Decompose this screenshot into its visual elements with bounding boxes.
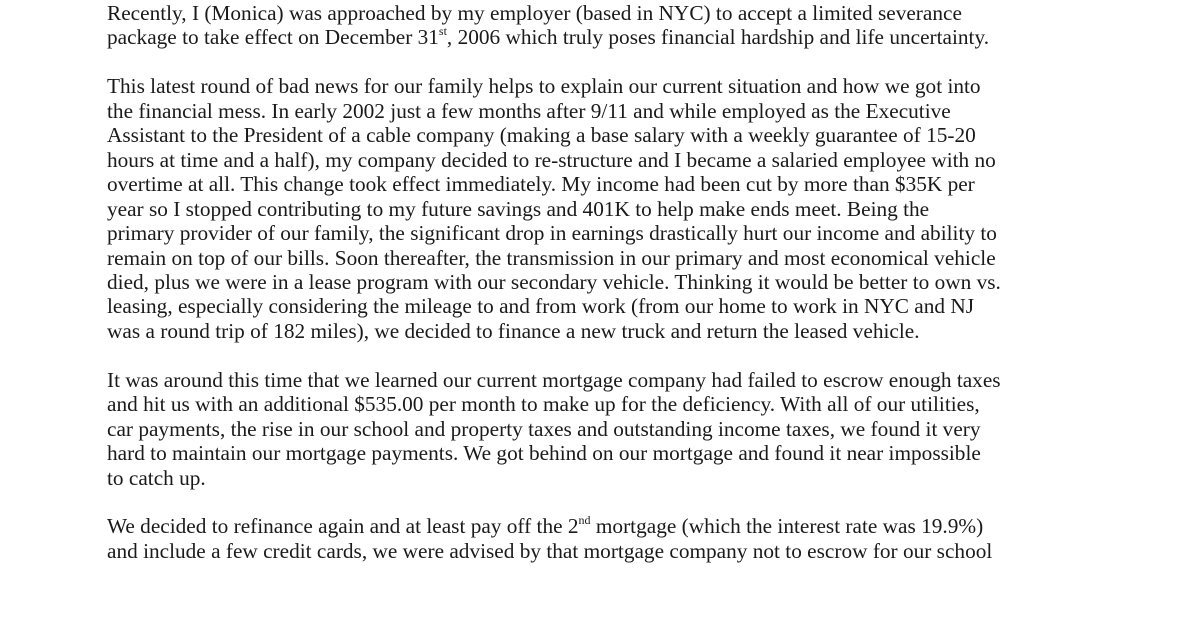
text-segment: Assistant to the President of a cable company (making a base salary with a weekly guarantee of 15-20 [107, 123, 976, 148]
text-line [107, 246, 1001, 270]
text-segment: and include a few credit cards, we were advised by that mortgage company not to escrow for our school [107, 538, 993, 563]
paragraph [107, 74, 1001, 343]
text-segment: hours at time and a half), my company decided to re-structure and I became a salaried employee with no [107, 147, 996, 172]
text-line [107, 417, 1001, 441]
text-segment: died, plus we were in a lease program with our secondary vehicle. Thinking it would be better to own vs. [107, 269, 1001, 294]
text-line [107, 99, 1001, 123]
text-segment: leasing, especially considering the mileage to and from work (from our home to work in NYC and NJ [107, 294, 975, 319]
text-line [107, 172, 1001, 196]
text-segment: overtime at all. This change took effect immediately. My income had been cut by more than $35K per [107, 172, 975, 197]
text-segment: car payments, the rise in our school and property taxes and outstanding income taxes, we found it very [107, 416, 981, 441]
text-segment: the financial mess. In early 2002 just a few months after 9/11 and while employed as the Executive [107, 98, 951, 123]
text-line [107, 221, 1001, 245]
text-segment: We decided to refinance again and at least pay off the 2 [107, 514, 579, 539]
document-page [107, 1, 1001, 588]
paragraph [107, 514, 1001, 563]
text-line [107, 123, 1001, 147]
paragraph [107, 368, 1001, 490]
text-line [107, 25, 1001, 49]
text-segment: and hit us with an additional $535.00 per month to make up for the deficiency. With all of our utilities, [107, 392, 980, 417]
text-segment: , 2006 which truly poses financial hardship and life uncertainty. [446, 25, 990, 50]
text-line [107, 514, 1001, 538]
text-segment: was a round trip of 182 miles), we decided to finance a new truck and return the leased vehicle. [107, 318, 920, 343]
text-segment: It was around this time that we learned our current mortgage company had failed to escrow enough taxes [107, 367, 1001, 392]
superscript: nd [578, 513, 591, 528]
text-line [107, 197, 1001, 221]
text-line [107, 148, 1001, 172]
text-line [107, 74, 1001, 98]
text-line [107, 441, 1001, 465]
text-segment: year so I stopped contributing to my future savings and 401K to help make ends meet. Being the [107, 196, 930, 221]
superscript: st [438, 24, 447, 39]
text-segment: hard to maintain our mortgage payments. We got behind on our mortgage and found it near impossible [107, 441, 981, 466]
text-segment: package to take effect on December 31 [107, 25, 439, 50]
text-line [107, 539, 1001, 563]
text-segment: remain on top of our bills. Soon thereafter, the transmission in our primary and most economical vehicle [107, 245, 996, 270]
text-segment: to catch up. [107, 465, 206, 490]
text-line [107, 294, 1001, 318]
text-line [107, 319, 1001, 343]
text-line [107, 392, 1001, 416]
text-segment: Recently, I (Monica) was approached by my employer (based in NYC) to accept a limited severance [107, 1, 962, 25]
text-segment: This latest round of bad news for our family helps to explain our current situation and how we got into [107, 74, 981, 99]
paragraph [107, 1, 1001, 50]
text-segment: primary provider of our family, the significant drop in earnings drastically hurt our income and ability to [107, 221, 997, 246]
text-line [107, 466, 1001, 490]
text-line [107, 270, 1001, 294]
text-line [107, 1, 1001, 25]
text-segment: mortgage (which the interest rate was 19.9%) [590, 514, 984, 539]
text-line [107, 368, 1001, 392]
